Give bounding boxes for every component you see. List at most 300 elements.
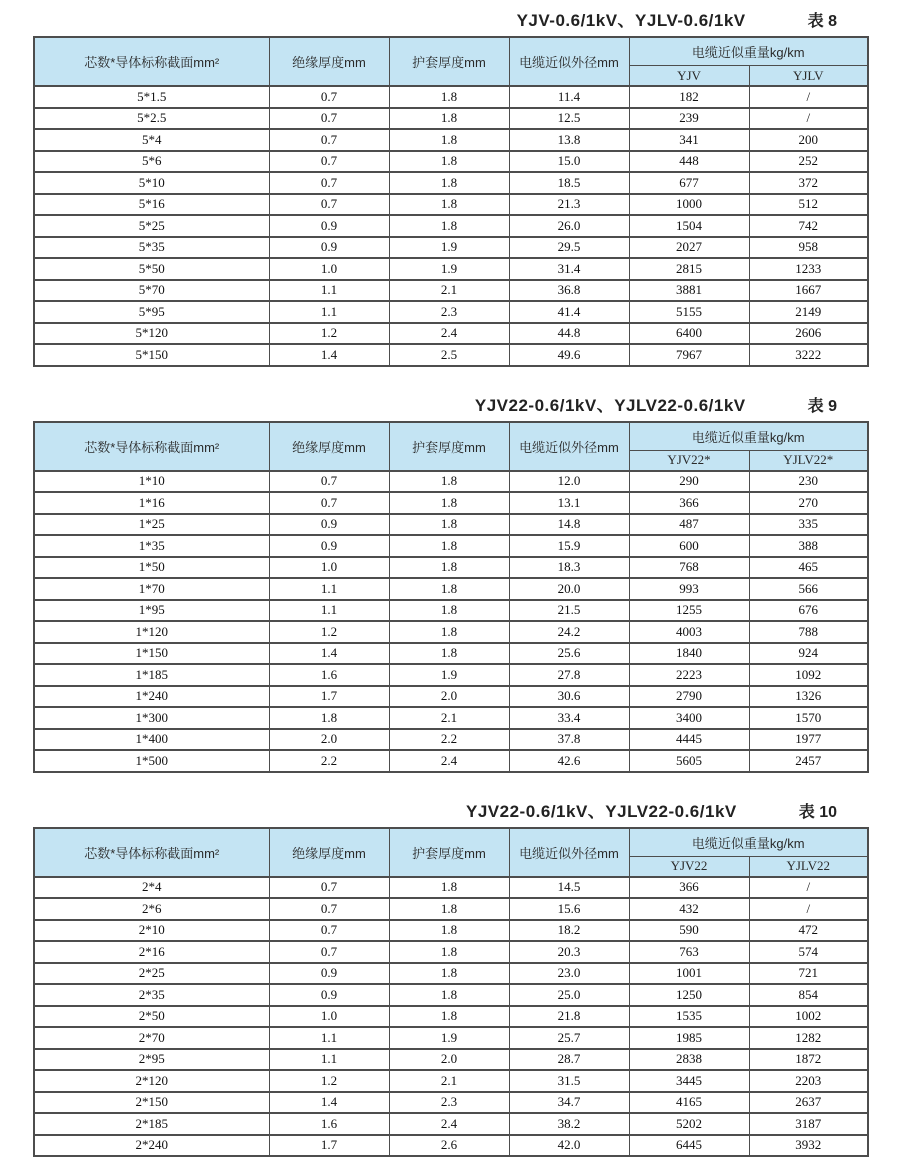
table-row xyxy=(34,301,868,323)
table-body xyxy=(34,86,868,366)
table-cell: 28.7 xyxy=(509,1049,629,1071)
table-cell: 1.1 xyxy=(269,280,389,302)
table-cell: 4445 xyxy=(629,729,749,751)
table-row xyxy=(34,664,868,686)
cable-spec-table xyxy=(33,827,869,1158)
table-cell: 432 xyxy=(629,898,749,920)
table-cell: 676 xyxy=(749,600,868,622)
table-row xyxy=(34,492,868,514)
table-cell: 1001 xyxy=(629,963,749,985)
table-cell: 1255 xyxy=(629,600,749,622)
table-cell: 5*16 xyxy=(34,194,269,216)
table-cell: 768 xyxy=(629,557,749,579)
table-cell: 763 xyxy=(629,941,749,963)
table-cell: 1.8 xyxy=(389,108,509,130)
table-cell: 2.1 xyxy=(389,280,509,302)
table-cell: 1.1 xyxy=(269,1049,389,1071)
table-cell: 487 xyxy=(629,514,749,536)
table-cell: 1840 xyxy=(629,643,749,665)
table-cell: 5*25 xyxy=(34,215,269,237)
table-cell: 0.9 xyxy=(269,514,389,536)
table-cell: 5*70 xyxy=(34,280,269,302)
table-cell: 0.7 xyxy=(269,194,389,216)
table-row xyxy=(34,621,868,643)
table-cell: 2*10 xyxy=(34,920,269,942)
table-cell: 5*6 xyxy=(34,151,269,173)
table-cell: 36.8 xyxy=(509,280,629,302)
table-cell: 0.7 xyxy=(269,108,389,130)
table-cell: 12.0 xyxy=(509,471,629,493)
table-cell: 1326 xyxy=(749,686,868,708)
table-cell: 0.7 xyxy=(269,877,389,899)
table-cell: 182 xyxy=(629,86,749,108)
table-row xyxy=(34,984,868,1006)
table-cell: 0.9 xyxy=(269,237,389,259)
table-title-row xyxy=(33,797,867,821)
table-cell: 2*150 xyxy=(34,1092,269,1114)
table-row xyxy=(34,151,868,173)
table-cell: 42.6 xyxy=(509,750,629,772)
table-cell: 1282 xyxy=(749,1027,868,1049)
table-cell: 2*16 xyxy=(34,941,269,963)
table-cell: 388 xyxy=(749,535,868,557)
col-header-insulation: 绝缘厚度mm xyxy=(269,37,389,86)
table-cell: 27.8 xyxy=(509,664,629,686)
table-cell: 21.8 xyxy=(509,1006,629,1028)
table-cell: 335 xyxy=(749,514,868,536)
table-cell: 1985 xyxy=(629,1027,749,1049)
table-row xyxy=(34,963,868,985)
table-row xyxy=(34,877,868,899)
table-cell: 1*300 xyxy=(34,707,269,729)
table-cell: 1233 xyxy=(749,258,868,280)
table-cell: 366 xyxy=(629,877,749,899)
table-cell: 239 xyxy=(629,108,749,130)
table-cell: 2*95 xyxy=(34,1049,269,1071)
table-cell: 25.0 xyxy=(509,984,629,1006)
table-row xyxy=(34,194,868,216)
table-cell: 2223 xyxy=(629,664,749,686)
cable-spec-table xyxy=(33,421,869,773)
table-cell: 0.7 xyxy=(269,471,389,493)
table-title: YJV22-0.6/1kV、YJLV22-0.6/1kV xyxy=(466,801,737,821)
table-row xyxy=(34,535,868,557)
table-cell: 1*185 xyxy=(34,664,269,686)
table-cell: 465 xyxy=(749,557,868,579)
table-cell: 1.7 xyxy=(269,1135,389,1157)
table-cell: 26.0 xyxy=(509,215,629,237)
table-cell: 1.8 xyxy=(389,492,509,514)
table-cell: 2*25 xyxy=(34,963,269,985)
table-cell: 1*500 xyxy=(34,750,269,772)
table-cell: 1.8 xyxy=(389,621,509,643)
table-cell: 38.2 xyxy=(509,1113,629,1135)
table-cell: 15.6 xyxy=(509,898,629,920)
table-cell: 1.8 xyxy=(389,963,509,985)
table-cell: 1.8 xyxy=(389,600,509,622)
table-row xyxy=(34,237,868,259)
table-cell: 1.8 xyxy=(389,514,509,536)
table-section-8 xyxy=(33,6,867,367)
table-cell: / xyxy=(749,86,868,108)
table-cell: 1667 xyxy=(749,280,868,302)
table-cell: 2*4 xyxy=(34,877,269,899)
table-cell: 1.6 xyxy=(269,1113,389,1135)
table-cell: 742 xyxy=(749,215,868,237)
table-row xyxy=(34,323,868,345)
table-cell: 1*95 xyxy=(34,600,269,622)
table-cell: 5605 xyxy=(629,750,749,772)
table-cell: 6400 xyxy=(629,323,749,345)
table-cell: 1535 xyxy=(629,1006,749,1028)
table-cell: 1.7 xyxy=(269,686,389,708)
col-header-weight-yjv22: YJV22 xyxy=(629,856,749,877)
table-cell: 230 xyxy=(749,471,868,493)
col-header-weight-group: 电缆近似重量kg/km xyxy=(629,37,868,66)
table-cell: 2.1 xyxy=(389,707,509,729)
table-cell: 1.8 xyxy=(389,1006,509,1028)
col-header-spec: 芯数*导体标称截面mm² xyxy=(34,422,269,471)
table-cell: 1.8 xyxy=(269,707,389,729)
table-cell: / xyxy=(749,898,868,920)
table-cell: 677 xyxy=(629,172,749,194)
table-cell: 2.0 xyxy=(389,1049,509,1071)
table-cell: 2*185 xyxy=(34,1113,269,1135)
table-cell: 5*4 xyxy=(34,129,269,151)
col-header-weight-yjlv22: YJLV22 xyxy=(749,856,868,877)
table-cell: 0.7 xyxy=(269,492,389,514)
table-row xyxy=(34,344,868,366)
table-cell: 1.4 xyxy=(269,1092,389,1114)
table-cell: 5*2.5 xyxy=(34,108,269,130)
table-cell: 5*1.5 xyxy=(34,86,269,108)
table-row xyxy=(34,1006,868,1028)
table-cell: 11.4 xyxy=(509,86,629,108)
table-cell: 2.0 xyxy=(389,686,509,708)
table-cell: 7967 xyxy=(629,344,749,366)
table-cell: 1*25 xyxy=(34,514,269,536)
table-cell: 1.8 xyxy=(389,471,509,493)
table-cell: 0.9 xyxy=(269,984,389,1006)
table-cell: 1.8 xyxy=(389,578,509,600)
table-cell: 721 xyxy=(749,963,868,985)
col-header-sheath: 护套厚度mm xyxy=(389,422,509,471)
cable-spec-table xyxy=(33,36,869,367)
table-cell: 2.2 xyxy=(269,750,389,772)
table-cell: 566 xyxy=(749,578,868,600)
table-cell: 3932 xyxy=(749,1135,868,1157)
table-cell: 1.9 xyxy=(389,1027,509,1049)
table-cell: 5*95 xyxy=(34,301,269,323)
col-header-spec: 芯数*导体标称截面mm² xyxy=(34,37,269,86)
table-cell: 1.2 xyxy=(269,1070,389,1092)
table-cell: 1*16 xyxy=(34,492,269,514)
table-cell: 2.4 xyxy=(389,750,509,772)
table-section-10 xyxy=(33,797,867,1158)
table-cell: 0.7 xyxy=(269,151,389,173)
table-cell: 21.5 xyxy=(509,600,629,622)
table-title-row xyxy=(33,6,867,30)
table-row xyxy=(34,471,868,493)
table-cell: 15.9 xyxy=(509,535,629,557)
table-cell: 2815 xyxy=(629,258,749,280)
table-cell: 1*10 xyxy=(34,471,269,493)
table-cell: 1.8 xyxy=(389,920,509,942)
table-cell: 2457 xyxy=(749,750,868,772)
table-cell: 2.4 xyxy=(389,1113,509,1135)
table-number-label: 表 10 xyxy=(798,803,837,821)
table-cell: 993 xyxy=(629,578,749,600)
table-cell: 1092 xyxy=(749,664,868,686)
table-cell: 1*150 xyxy=(34,643,269,665)
table-cell: 20.0 xyxy=(509,578,629,600)
table-cell: 2*70 xyxy=(34,1027,269,1049)
table-cell: 18.2 xyxy=(509,920,629,942)
table-row xyxy=(34,1135,868,1157)
table-cell: 0.9 xyxy=(269,215,389,237)
table-cell: 13.8 xyxy=(509,129,629,151)
table-cell: 29.5 xyxy=(509,237,629,259)
table-cell: 0.9 xyxy=(269,535,389,557)
table-cell: 1.8 xyxy=(389,151,509,173)
table-cell: 2.1 xyxy=(389,1070,509,1092)
table-cell: 44.8 xyxy=(509,323,629,345)
table-cell: 2149 xyxy=(749,301,868,323)
col-header-spec: 芯数*导体标称截面mm² xyxy=(34,828,269,877)
table-row xyxy=(34,1027,868,1049)
table-cell: 2.6 xyxy=(389,1135,509,1157)
table-cell: 2.3 xyxy=(389,301,509,323)
table-cell: 1.8 xyxy=(389,215,509,237)
table-cell: 788 xyxy=(749,621,868,643)
table-cell: 1*400 xyxy=(34,729,269,751)
table-cell: 13.1 xyxy=(509,492,629,514)
table-cell: 49.6 xyxy=(509,344,629,366)
table-row xyxy=(34,108,868,130)
table-body xyxy=(34,471,868,772)
table-cell: 341 xyxy=(629,129,749,151)
table-cell: 5*50 xyxy=(34,258,269,280)
table-cell: 1.8 xyxy=(389,86,509,108)
table-cell: 5*10 xyxy=(34,172,269,194)
table-cell: 1.0 xyxy=(269,258,389,280)
table-cell: 33.4 xyxy=(509,707,629,729)
table-cell: 5*120 xyxy=(34,323,269,345)
table-cell: 2.4 xyxy=(389,323,509,345)
table-row xyxy=(34,172,868,194)
table-cell: 1*240 xyxy=(34,686,269,708)
col-header-weight-yjv: YJV xyxy=(629,66,749,87)
table-row xyxy=(34,280,868,302)
table-row xyxy=(34,514,868,536)
table-cell: 590 xyxy=(629,920,749,942)
table-cell: 1.6 xyxy=(269,664,389,686)
table-row xyxy=(34,258,868,280)
table-cell: 41.4 xyxy=(509,301,629,323)
col-header-diameter: 电缆近似外径mm xyxy=(509,422,629,471)
table-cell: 3881 xyxy=(629,280,749,302)
table-cell: 4003 xyxy=(629,621,749,643)
table-cell: 1.8 xyxy=(389,877,509,899)
col-header-sheath: 护套厚度mm xyxy=(389,828,509,877)
table-cell: 20.3 xyxy=(509,941,629,963)
table-cell: 2606 xyxy=(749,323,868,345)
table-cell: 1.8 xyxy=(389,194,509,216)
table-row xyxy=(34,557,868,579)
table-cell: 1.1 xyxy=(269,600,389,622)
table-row xyxy=(34,1070,868,1092)
table-cell: 14.8 xyxy=(509,514,629,536)
table-cell: 3400 xyxy=(629,707,749,729)
table-cell: 1.2 xyxy=(269,621,389,643)
table-cell: 1977 xyxy=(749,729,868,751)
table-row xyxy=(34,729,868,751)
table-cell: 15.0 xyxy=(509,151,629,173)
table-cell: 2027 xyxy=(629,237,749,259)
table-cell: 1570 xyxy=(749,707,868,729)
table-cell: 512 xyxy=(749,194,868,216)
table-cell: 1000 xyxy=(629,194,749,216)
table-row xyxy=(34,707,868,729)
table-cell: 1.8 xyxy=(389,129,509,151)
table-cell: 472 xyxy=(749,920,868,942)
table-cell: 1.1 xyxy=(269,1027,389,1049)
table-cell: 958 xyxy=(749,237,868,259)
table-cell: 2.3 xyxy=(389,1092,509,1114)
table-cell: 21.3 xyxy=(509,194,629,216)
table-cell: 1*70 xyxy=(34,578,269,600)
table-cell: 574 xyxy=(749,941,868,963)
table-cell: 0.7 xyxy=(269,920,389,942)
table-cell: 4165 xyxy=(629,1092,749,1114)
table-row xyxy=(34,920,868,942)
table-row xyxy=(34,941,868,963)
table-cell: 1250 xyxy=(629,984,749,1006)
table-cell: 5*150 xyxy=(34,344,269,366)
table-row xyxy=(34,578,868,600)
table-row xyxy=(34,898,868,920)
table-row xyxy=(34,643,868,665)
table-row xyxy=(34,1113,868,1135)
table-cell: 2838 xyxy=(629,1049,749,1071)
table-cell: 1.9 xyxy=(389,258,509,280)
col-header-weight-yjv22: YJV22* xyxy=(629,450,749,471)
table-cell: 14.5 xyxy=(509,877,629,899)
col-header-weight-group: 电缆近似重量kg/km xyxy=(629,422,868,451)
table-cell: 3187 xyxy=(749,1113,868,1135)
table-cell: 2*240 xyxy=(34,1135,269,1157)
table-cell: 924 xyxy=(749,643,868,665)
table-cell: 1.4 xyxy=(269,643,389,665)
table-cell: 31.5 xyxy=(509,1070,629,1092)
table-cell: 854 xyxy=(749,984,868,1006)
table-cell: 1.4 xyxy=(269,344,389,366)
table-cell: 1.0 xyxy=(269,1006,389,1028)
table-row xyxy=(34,86,868,108)
table-cell: 18.5 xyxy=(509,172,629,194)
table-cell: 3445 xyxy=(629,1070,749,1092)
table-cell: 5202 xyxy=(629,1113,749,1135)
table-cell: 366 xyxy=(629,492,749,514)
table-cell: 1.8 xyxy=(389,643,509,665)
col-header-weight-yjlv: YJLV xyxy=(749,66,868,87)
table-cell: 25.6 xyxy=(509,643,629,665)
table-cell: 25.7 xyxy=(509,1027,629,1049)
table-cell: / xyxy=(749,108,868,130)
table-cell: 6445 xyxy=(629,1135,749,1157)
table-cell: 5*35 xyxy=(34,237,269,259)
col-header-insulation: 绝缘厚度mm xyxy=(269,422,389,471)
table-cell: 1872 xyxy=(749,1049,868,1071)
table-row xyxy=(34,750,868,772)
col-header-weight-group: 电缆近似重量kg/km xyxy=(629,828,868,857)
table-cell: 1*120 xyxy=(34,621,269,643)
table-cell: 1*50 xyxy=(34,557,269,579)
table-row xyxy=(34,686,868,708)
table-cell: 2203 xyxy=(749,1070,868,1092)
table-cell: 372 xyxy=(749,172,868,194)
table-cell: 200 xyxy=(749,129,868,151)
col-header-sheath: 护套厚度mm xyxy=(389,37,509,86)
table-title-row xyxy=(33,391,867,415)
table-cell: 2*35 xyxy=(34,984,269,1006)
table-cell: 23.0 xyxy=(509,963,629,985)
table-title: YJV22-0.6/1kV、YJLV22-0.6/1kV xyxy=(474,395,746,415)
table-cell: 290 xyxy=(629,471,749,493)
table-cell: 0.7 xyxy=(269,172,389,194)
col-header-insulation: 绝缘厚度mm xyxy=(269,828,389,877)
table-section-9 xyxy=(33,391,867,773)
table-cell: 1.2 xyxy=(269,323,389,345)
table-cell: 1.8 xyxy=(389,535,509,557)
table-number-label: 表 8 xyxy=(807,13,837,30)
table-cell: 1.9 xyxy=(389,664,509,686)
table-cell: 2637 xyxy=(749,1092,868,1114)
table-cell: 2*6 xyxy=(34,898,269,920)
table-cell: 600 xyxy=(629,535,749,557)
table-cell: 2.2 xyxy=(389,729,509,751)
table-row xyxy=(34,600,868,622)
table-cell: 0.7 xyxy=(269,941,389,963)
table-number-label: 表 9 xyxy=(807,397,837,415)
table-cell: 1*35 xyxy=(34,535,269,557)
table-cell: 1.0 xyxy=(269,557,389,579)
table-cell: 42.0 xyxy=(509,1135,629,1157)
table-cell: 1.1 xyxy=(269,578,389,600)
table-cell: 2.0 xyxy=(269,729,389,751)
table-cell: 1002 xyxy=(749,1006,868,1028)
table-cell: 5155 xyxy=(629,301,749,323)
table-cell: 34.7 xyxy=(509,1092,629,1114)
table-cell: 24.2 xyxy=(509,621,629,643)
table-row xyxy=(34,1092,868,1114)
col-header-diameter: 电缆近似外径mm xyxy=(509,37,629,86)
table-cell: 1.8 xyxy=(389,172,509,194)
table-cell: 2.5 xyxy=(389,344,509,366)
table-cell: / xyxy=(749,877,868,899)
table-cell: 270 xyxy=(749,492,868,514)
col-header-diameter: 电缆近似外径mm xyxy=(509,828,629,877)
table-cell: 18.3 xyxy=(509,557,629,579)
table-cell: 12.5 xyxy=(509,108,629,130)
table-cell: 1.8 xyxy=(389,941,509,963)
table-row xyxy=(34,1049,868,1071)
table-cell: 0.7 xyxy=(269,129,389,151)
table-cell: 0.7 xyxy=(269,898,389,920)
table-cell: 37.8 xyxy=(509,729,629,751)
table-cell: 0.9 xyxy=(269,963,389,985)
table-cell: 1.8 xyxy=(389,557,509,579)
